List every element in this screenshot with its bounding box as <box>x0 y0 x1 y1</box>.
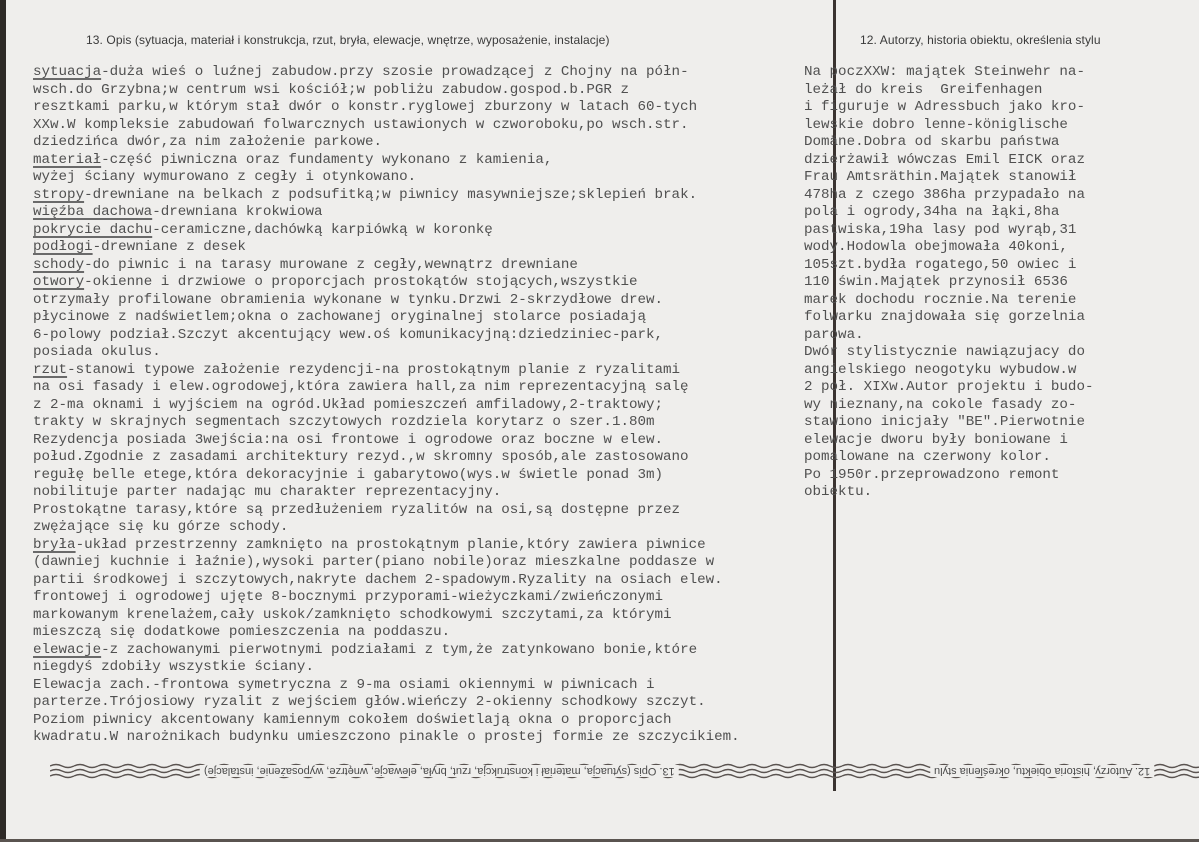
description-line <box>33 484 740 502</box>
description-text: na osi fasady i elew.ogrodowej,która zawiera hall,za nim reprezentacyjną salę <box>33 379 689 395</box>
description-text: niegdyś zdobiły wszystkie ściany. <box>33 659 314 675</box>
history-line: pola i ogrody,34ha na łąki,8ha <box>804 204 1060 220</box>
history-line: dzierżawił wówczas Emil EICK oraz <box>804 151 1085 168</box>
history-line: Na poczXXW: majątek Steinwehr na- <box>804 64 1085 80</box>
description-text: mieszczą się dodatkowe pomieszczenia na poddaszu. <box>33 624 451 640</box>
history-line: elewacje dworu były boniowane i <box>804 431 1068 448</box>
description-text: regułę belle etege,która dekoracyjnie i gabarytowo(wys.w świetle ponad 3m) <box>33 466 664 483</box>
history-line: Po 1950r.przeprowadzono remont <box>804 466 1060 483</box>
description-text: wsch.do Grzybna;w centrum wsi kościół;w pobliżu zabudow.gospod.b.PGR z <box>33 81 629 98</box>
section-keyword: schody <box>33 256 85 273</box>
history-line: wody.Hodowla obejmowała 40koni, <box>804 239 1068 255</box>
section-keyword: otwory <box>33 274 85 290</box>
section-keyword: pokrycie dachu <box>33 221 153 238</box>
description-text: 6-polowy podział.Szczyt akcentujący wew.oś komunikacyjną:dziedziniec-park, <box>33 326 664 343</box>
section-keyword: rzut <box>33 361 68 378</box>
description-line <box>33 537 740 555</box>
history-line: 110 świn.Majątek przynosił 6536 <box>804 274 1068 290</box>
description-line <box>33 397 740 415</box>
history-line: obiektu. <box>804 484 873 500</box>
description-line <box>33 239 740 257</box>
history-line: Domäne.Dobra od skarbu państwa <box>804 134 1060 150</box>
description-line <box>33 344 740 362</box>
description-line <box>33 659 740 677</box>
description-line <box>33 187 740 205</box>
description-text: z 2-ma oknami i wyjściem na ogród.Układ pomieszczeń amfiladowy,2-traktowy; <box>33 396 664 413</box>
history-line: lewskie dobro lenne-königlische <box>804 116 1068 133</box>
description-text: -drewniane na belkach z podsufitką;w piwnicy masywniejsze;sklepień brak. <box>84 186 698 203</box>
history-line: pastwiska,19ha lasy pod wyrąb,31 <box>804 221 1077 238</box>
description-text: -drewniane z desek <box>92 239 246 255</box>
history-line: wy nieznany,na cokole fasady zo- <box>804 396 1077 413</box>
description-text: frontowej i ogrodowej ujęte 8-bocznymi przyporami-wieżyczkami/zwieńczonymi <box>33 589 664 605</box>
description-line <box>33 64 740 82</box>
description-text: połud.Zgodnie z zasadami architektury rezyd.,w skromny sposób,ale zastosowano <box>33 449 689 465</box>
description-line <box>33 327 740 345</box>
history-line: i figuruje w Adressbuch jako kro- <box>804 99 1085 115</box>
description-line <box>33 467 740 485</box>
description-text: partii środkowej i szczytowych,nakryte dachem 2-spadowym.Ryzality na osiach elew. <box>33 571 723 588</box>
description-text: płycinowe z nadświetlem;okna o zachowanej oryginalnej stolarce posiadają <box>33 309 646 325</box>
mirrored-section-13-header: 13. Opis (sytuacja, materiał i konstrukcja, rzut, bryła, elewacje, wnętrze, wyposażenie, instalacje) <box>200 765 679 777</box>
section-keyword: podłogi <box>33 239 93 255</box>
description-line <box>33 712 740 730</box>
description-text: -ceramiczne,dachówką karpiówką w koronkę <box>152 221 493 238</box>
description-line <box>33 309 740 327</box>
section-keyword: materiał <box>33 151 102 168</box>
description-line <box>33 82 740 100</box>
description-text: Prostokątne tarasy,które są przedłużeniem ryzalitów na osi,są dostępne przez <box>33 501 681 518</box>
description-text: Poziom piwnicy akcentowany kamiennym cokołem doświetlają okna o proporcjach <box>33 711 672 728</box>
description-line <box>33 729 740 747</box>
description-line <box>33 134 740 152</box>
description-text: -część piwniczna oraz fundamenty wykonano z kamienia, <box>101 151 553 168</box>
mirrored-footer-band <box>50 761 1199 783</box>
description-line <box>33 607 740 625</box>
description-text: -z zachowanymi pierwotnymi podziałami z tym,że zatynkowano bonie,które <box>101 641 698 658</box>
description-text: parterze.Trójosiowy ryzalit z wejściem głów.wieńczy 2-okienny schodkowy szczyt. <box>33 694 706 710</box>
history-line: Dwór stylistycznie nawiązujacy do <box>804 344 1085 360</box>
description-column <box>33 64 740 747</box>
description-text: resztkami parku,w którym stał dwór o konstr.ryglowej zburzony w latach 60-tych <box>33 99 698 115</box>
description-line <box>33 554 740 572</box>
description-text: (dawniej kuchnie i łaźnie),wysoki parter(piano nobile)oraz mieszkalne poddasze w <box>33 554 715 570</box>
section-keyword: bryła <box>33 536 76 553</box>
description-line <box>33 117 740 135</box>
description-line <box>33 362 740 380</box>
description-line <box>33 257 740 275</box>
description-text: markowanym krenelażem,cały uskok/zamknięto schodkowymi szczytami,za którymi <box>33 606 672 623</box>
history-line: leżał do kreis Greifenhagen <box>804 81 1043 98</box>
description-text: -duża wieś o luźnej zabudow.przy szosie prowadzącej z Chojny na półn- <box>101 64 689 80</box>
mirrored-section-12-header: 12. Autorzy, historia obiektu, określenia stylu <box>930 765 1154 777</box>
history-line: folwarku znajdowała się gorzelnia <box>804 309 1085 325</box>
description-line <box>33 414 740 432</box>
section-keyword: stropy <box>33 186 85 203</box>
section-12-header: 12. Autorzy, historia obiektu, określenia stylu <box>860 33 1101 47</box>
history-line: 105szt.bydła rogatego,50 owiec i <box>804 256 1077 273</box>
scan-left-edge <box>0 0 6 842</box>
description-text: zwężające się ku górze schody. <box>33 519 289 535</box>
description-text: wyżej ściany wymurowano z cegły i otynkowano. <box>33 169 417 185</box>
history-line: parowa. <box>804 326 864 343</box>
description-text: -układ przestrzenny zamknięto na prostokątnym planie,który zawiera piwnice <box>75 536 706 553</box>
description-line <box>33 449 740 467</box>
description-line <box>33 572 740 590</box>
description-text: dziedzińca dwór,za nim założenie parkowe. <box>33 134 383 150</box>
description-text: XXw.W kompleksie zabudowań folwarcznych ustawionych w czworoboku,po wsch.str. <box>33 116 689 133</box>
history-line: pomalowane na czerwony kolor. <box>804 449 1051 465</box>
description-text: -do piwnic i na tarasy murowane z cegły,wewnątrz drewniane <box>84 256 578 273</box>
description-line <box>33 274 740 292</box>
description-text: posiada okulus. <box>33 344 161 360</box>
description-text: nobilituje parter nadając mu charakter reprezentacyjny. <box>33 484 502 500</box>
description-line <box>33 432 740 450</box>
history-line: stawiono inicjały "BE".Pierwotnie <box>804 414 1085 430</box>
section-13-header: 13. Opis (sytuacja, materiał i konstrukcja, rzut, bryła, elewacje, wnętrze, wyposażenie, instalacje) <box>86 33 610 47</box>
description-line <box>33 502 740 520</box>
description-line <box>33 152 740 170</box>
history-line: 478ha z czego 386ha przypadało na <box>804 186 1085 203</box>
description-text: Rezydencja posiada 3wejścia:na osi frontowe i ogrodowe oraz boczne w elew. <box>33 431 664 448</box>
description-line <box>33 642 740 660</box>
description-line <box>33 519 740 537</box>
section-keyword: elewacje <box>33 641 102 658</box>
description-text: kwadratu.W narożnikach budynku umieszczono pinakle o prostej formie ze szczycikiem. <box>33 729 740 745</box>
history-line: Frau Amtsräthin.Majątek stanowił <box>804 169 1077 185</box>
description-line <box>33 677 740 695</box>
description-text: Elewacja zach.-frontowa symetryczna z 9-ma osiami okiennymi w piwnicach i <box>33 676 655 693</box>
description-text: -okienne i drzwiowe o proporcjach prostokątów stojących,wszystkie <box>84 274 638 290</box>
history-line: angielskiego neogotyku wybudow.w <box>804 361 1077 378</box>
history-line: marek dochodu rocznie.Na terenie <box>804 291 1077 308</box>
description-text: -stanowi typowe założenie rezydencji-na prostokątnym planie z ryzalitami <box>67 361 681 378</box>
description-line <box>33 694 740 712</box>
description-line <box>33 292 740 310</box>
description-line <box>33 222 740 240</box>
description-text: -drewniana krokwiowa <box>152 204 323 220</box>
description-line <box>33 99 740 117</box>
section-keyword: sytuacja <box>33 64 102 80</box>
description-text: otrzymały profilowane obramienia wykonane w tynku.Drzwi 2-skrzydłowe drew. <box>33 291 664 308</box>
history-line: 2 poł. XIXw.Autor projektu i budo- <box>804 379 1094 395</box>
description-line <box>33 624 740 642</box>
description-line <box>33 204 740 222</box>
description-text: trakty w skrajnych segmentach szczytowych rozdziela korytarz o szer.1.80m <box>33 414 655 430</box>
history-column <box>804 64 1093 502</box>
description-line <box>33 169 740 187</box>
footer-divider <box>833 783 836 791</box>
section-keyword: więźba dachowa <box>33 204 153 220</box>
description-line <box>33 589 740 607</box>
description-line <box>33 379 740 397</box>
